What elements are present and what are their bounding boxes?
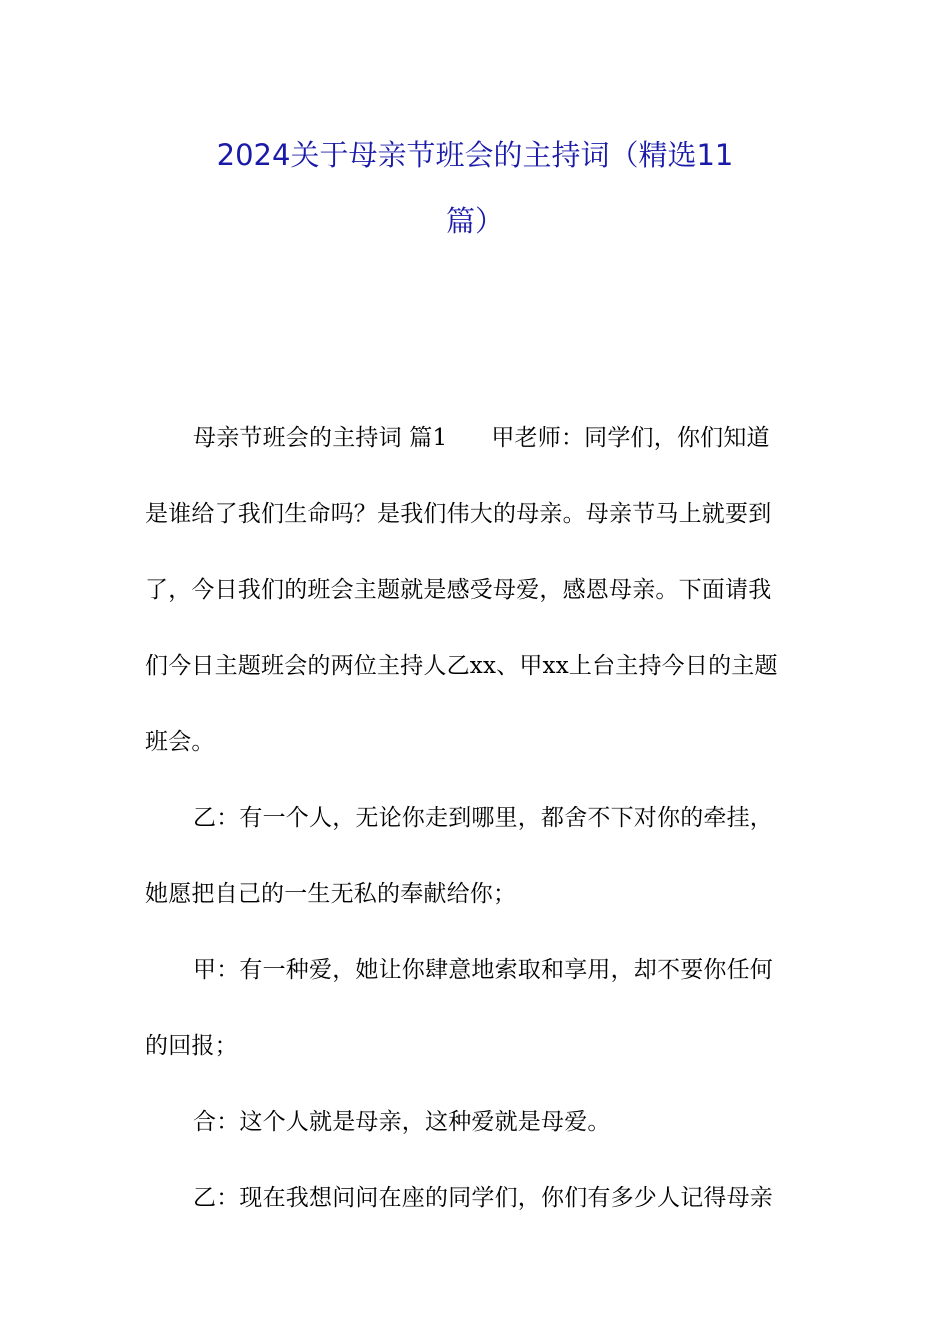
paragraph-line: 班会。	[145, 729, 215, 755]
title-line-2: 篇）	[445, 204, 504, 238]
paragraph-line: 们今日主题班会的两位主持人乙xx、甲xx上台主持今日的主题	[145, 653, 778, 679]
document-body	[145, 400, 805, 1236]
paragraph-line: 了，今日我们的班会主题就是感受母爱，感恩母亲。下面请我	[145, 577, 772, 603]
paragraph-line: 甲：有一种爱，她让你肆意地索取和享用，却不要你任何	[193, 957, 773, 983]
document-title	[145, 122, 805, 254]
title-line-1: 2024关于母亲节班会的主持词（精选11	[216, 138, 734, 172]
paragraph-line: 乙：有一个人，无论你走到哪里，都舍不下对你的牵挂，	[193, 805, 773, 831]
paragraph-line: 她愿把自己的一生无私的奉献给你；	[145, 881, 517, 907]
paragraph-line: 的回报；	[145, 1033, 238, 1059]
paragraph-line	[145, 400, 805, 476]
paragraph-line: 合：这个人就是母亲，这种爱就是母爱。	[193, 1109, 611, 1135]
paragraph-line: 乙：现在我想问问在座的同学们，你们有多少人记得母亲	[193, 1185, 773, 1211]
section-heading: 母亲节班会的主持词 篇1	[193, 425, 448, 451]
paragraph-text: 甲老师：同学们，你们知道	[491, 425, 770, 451]
paragraph-line: 是谁给了我们生命吗？是我们伟大的母亲。母亲节马上就要到	[145, 501, 772, 527]
